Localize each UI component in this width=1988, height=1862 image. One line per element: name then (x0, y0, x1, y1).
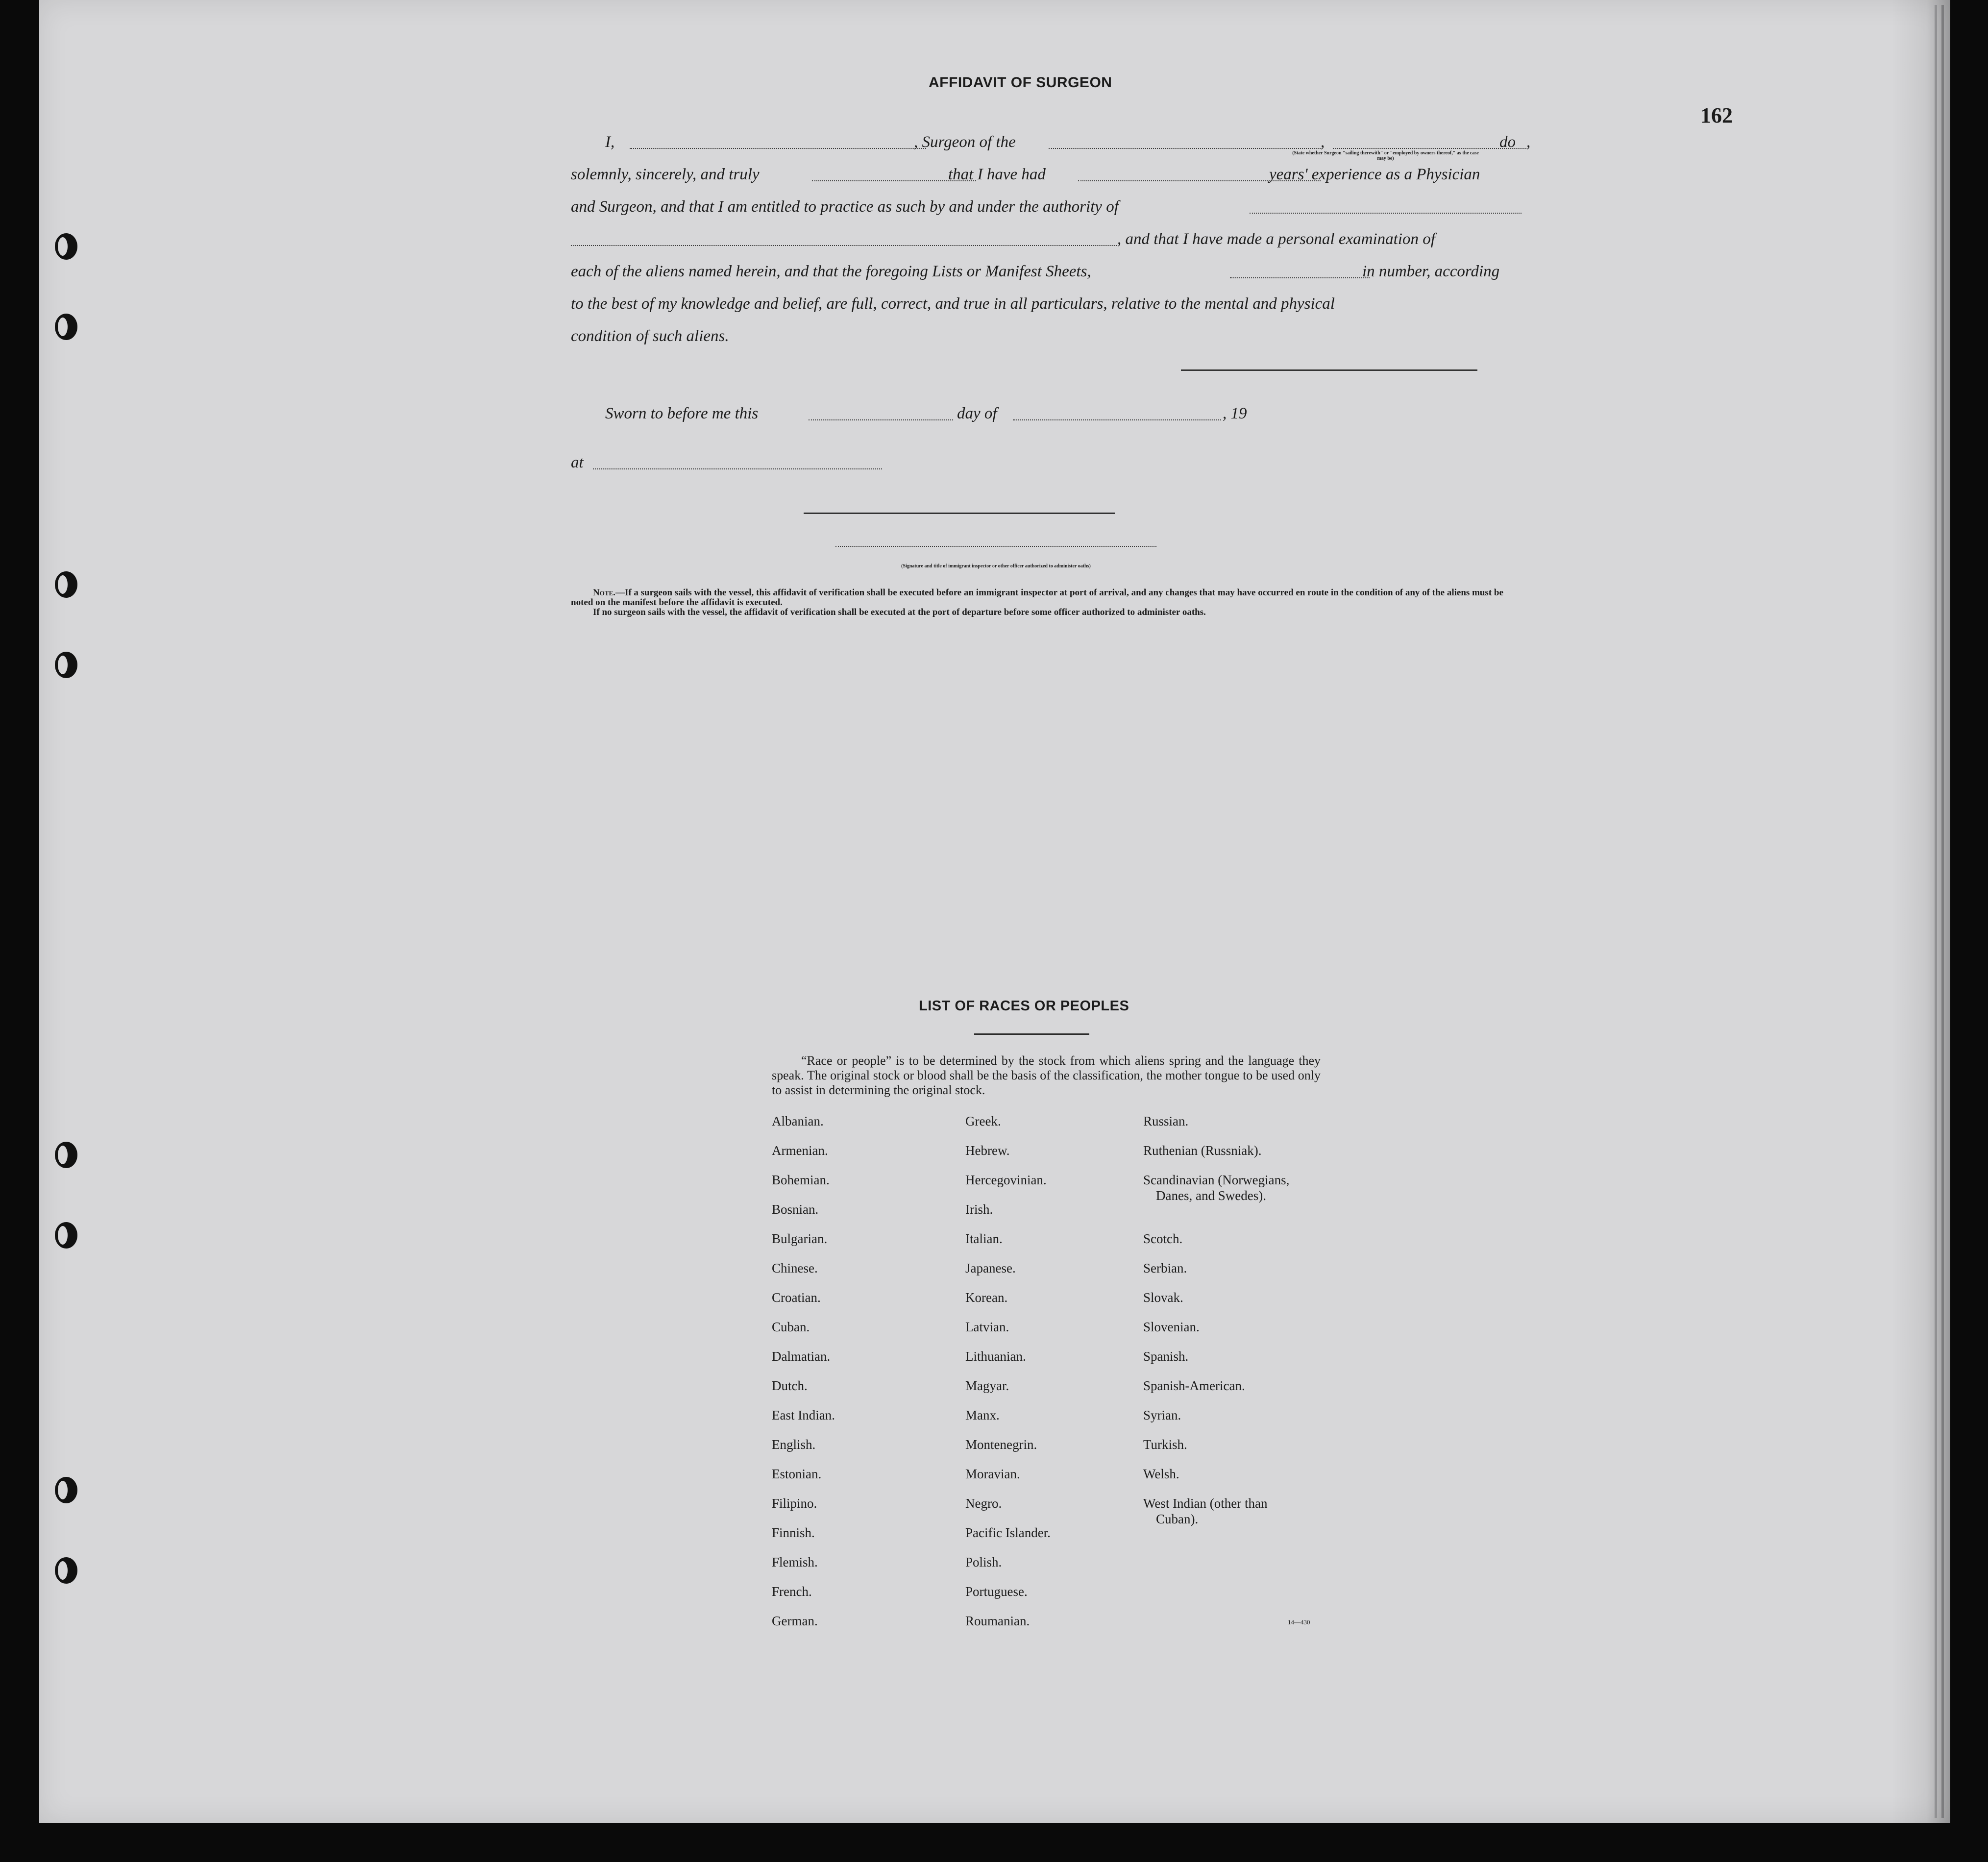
race-item: East Indian. (772, 1408, 835, 1422)
race-item: West Indian (other than (1143, 1496, 1268, 1511)
surgeon-signature-line (1181, 369, 1477, 371)
race-item: Spanish-American. (1143, 1378, 1245, 1393)
affidavit-line-3-text: and Surgeon, and that I am entitled to practice as such by and under the authority of (571, 198, 1119, 216)
affidavit-line-5-end: in number, according (1362, 263, 1500, 280)
race-item: Albanian. (772, 1114, 824, 1128)
race-item: Portuguese. (965, 1584, 1028, 1599)
race-item: Latvian. (965, 1320, 1009, 1334)
punch-hole (55, 652, 77, 678)
race-item: Roumanian. (965, 1614, 1030, 1628)
document-page (39, 0, 1950, 1823)
punch-hole (55, 233, 77, 260)
race-item: Japanese. (965, 1261, 1016, 1275)
race-item: Dutch. (772, 1378, 808, 1393)
note-text-2: If no surgeon sails with the vessel, the affidavit of verification shall be executed at the port of departure before some officer authorized to administer oaths. (593, 607, 1206, 617)
race-item: Italian. (965, 1231, 1003, 1246)
at-line (571, 454, 1522, 473)
blank-sworn-day (809, 419, 953, 420)
affidavit-heading: AFFIDAVIT OF SURGEON (929, 74, 1112, 91)
race-item: Filipino. (772, 1496, 817, 1511)
page-number: 162 (1700, 103, 1733, 127)
race-item: Cuban. (772, 1320, 810, 1334)
punch-hole (55, 1557, 77, 1584)
race-item: Hebrew. (965, 1143, 1010, 1158)
affidavit-line-4 (571, 230, 1522, 250)
bleed-through-text (103, 88, 121, 156)
affidavit-line-1: I, , Surgeon of the , , do (605, 133, 1531, 151)
race-item: Slovenian. (1143, 1320, 1200, 1334)
blank-sworn-month (1013, 419, 1221, 420)
race-item: Magyar. (965, 1378, 1009, 1393)
blank-authority (1250, 213, 1522, 214)
races-heading-rule (974, 1033, 1089, 1035)
inspector-title-line (835, 546, 1156, 547)
race-item: Bohemian. (772, 1173, 830, 1187)
affidavit-line-5-start: each of the aliens named herein, and that the foregoing Lists or Manifest Sheets, (571, 263, 1091, 280)
race-item: Welsh. (1143, 1467, 1179, 1481)
race-item: Croatian. (772, 1290, 821, 1305)
race-item: Moravian. (965, 1467, 1020, 1481)
sworn-year: , 19 (1223, 405, 1247, 422)
affidavit-do: do (1499, 133, 1516, 151)
race-item: Spanish. (1143, 1349, 1189, 1364)
blank-vessel-name (1049, 148, 1321, 149)
race-item: English. (772, 1437, 816, 1452)
blank-authority-cont (571, 245, 1117, 246)
state-whether-note: (State whether Surgeon "sailing therewith" or "employed by owners thereof," as the case may be) (1292, 150, 1479, 161)
race-item: Irish. (965, 1202, 993, 1217)
race-item: Manx. (965, 1408, 1000, 1422)
race-item: German. (772, 1614, 818, 1628)
race-item: French. (772, 1584, 812, 1599)
race-item: Greek. (965, 1114, 1001, 1128)
race-item: Korean. (965, 1290, 1008, 1305)
race-item: Flemish. (772, 1555, 818, 1569)
blank-surgeon-status (1333, 148, 1526, 149)
affidavit-line-2-end: years' experience as a Physician (1269, 166, 1480, 183)
race-item: Bosnian. (772, 1202, 819, 1217)
race-item: Lithuanian. (965, 1349, 1026, 1364)
affidavit-line-7 (571, 327, 1522, 347)
affidavit-line-2-start: solemnly, sincerely, and truly (571, 166, 760, 183)
sworn-line (571, 405, 1522, 424)
race-item: Chinese. (772, 1261, 818, 1275)
punch-hole (55, 314, 77, 340)
race-item: Ruthenian (Russniak). (1143, 1143, 1262, 1158)
races-intro-text: “Race or people” is to be determined by the stock from which aliens spring and the language they speak. The original stock or blood shall be the basis of the classification, the mother tongue to be used only to assist in determining the original stock. (772, 1054, 1321, 1097)
race-item: Bulgarian. (772, 1231, 828, 1246)
affidavit-line-4-text: , and that I have made a personal examination of (1117, 230, 1435, 248)
race-item: Scotch. (1143, 1231, 1183, 1246)
affidavit-line-5 (571, 263, 1522, 282)
form-number: 14—430 (1288, 1618, 1310, 1626)
page-edge (1941, 5, 1944, 1818)
race-item: Serbian. (1143, 1261, 1187, 1275)
race-item: Pacific Islander. (965, 1525, 1051, 1540)
affidavit-line-3 (571, 198, 1522, 218)
race-item: Syrian. (1143, 1408, 1181, 1422)
punch-hole (55, 571, 77, 598)
inspector-signature-line (804, 513, 1115, 514)
race-item: Russian. (1143, 1114, 1189, 1128)
blank-sheet-count (1230, 277, 1370, 278)
race-item: Dalmatian. (772, 1349, 831, 1364)
race-item: Turkish. (1143, 1437, 1187, 1452)
races-intro (772, 1054, 1321, 1098)
sworn-day-of: day of (957, 405, 997, 422)
race-item: Negro. (965, 1496, 1002, 1511)
blank-at-place (593, 468, 882, 469)
signature-caption: (Signature and title of immigrant inspector or other officer authorized to administer oaths) (901, 564, 1091, 569)
affidavit-line-6 (571, 295, 1522, 315)
race-item: Finnish. (772, 1525, 815, 1540)
race-item: Scandinavian (Norwegians, (1143, 1173, 1290, 1187)
race-item: Cuban). (1156, 1512, 1199, 1526)
races-heading: LIST OF RACES OR PEOPLES (919, 998, 1129, 1014)
note-text-1: —If a surgeon sails with the vessel, this affidavit of verification shall be executed before an immigrant inspector at port of arrival, and any changes that may have occurred en route in the condition of any of the aliens must be noted on the manifest before the affidavit is executed. (571, 588, 1503, 608)
punch-hole (55, 1142, 77, 1168)
blank-surgeon-name (630, 148, 926, 149)
race-item: Hercegovinian. (965, 1173, 1047, 1187)
at-label: at (571, 454, 584, 471)
race-item: Danes, and Swedes). (1156, 1188, 1266, 1203)
race-item: Polish. (965, 1555, 1002, 1569)
sworn-start: Sworn to before me this (605, 405, 759, 422)
affidavit-i: I, (605, 133, 615, 151)
race-item: Estonian. (772, 1467, 822, 1481)
affidavit-line-2 (571, 166, 1522, 185)
race-item: Slovak. (1143, 1290, 1183, 1305)
punch-hole (55, 1222, 77, 1249)
punch-hole (55, 1477, 77, 1503)
note-label: Note. (593, 588, 615, 598)
page-edge (1935, 5, 1937, 1818)
race-item: Montenegrin. (965, 1437, 1037, 1452)
affidavit-line-7-text: condition of such aliens. (571, 327, 729, 345)
affidavit-surgeon-of: , Surgeon of the (914, 133, 1016, 151)
race-item: Armenian. (772, 1143, 828, 1158)
affidavit-note (571, 588, 1517, 617)
affidavit-line-2-mid: that I have had (948, 166, 1046, 183)
affidavit-line-6-text: to the best of my knowledge and belief, are full, correct, and true in all particulars, relative to the mental and physical (571, 295, 1335, 313)
